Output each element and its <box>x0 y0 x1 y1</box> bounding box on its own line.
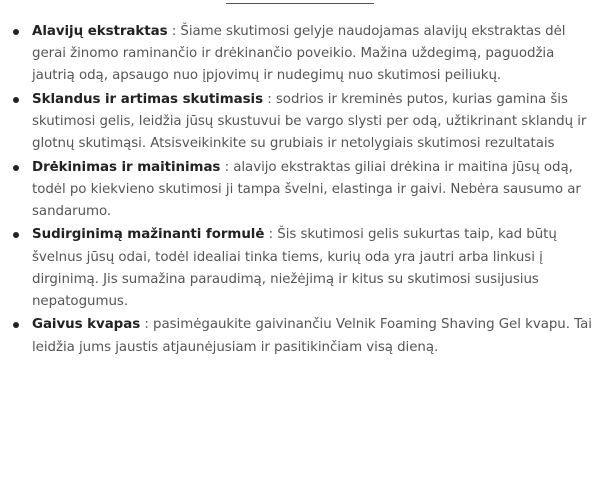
list-item <box>0 89 600 156</box>
list-item <box>0 157 600 224</box>
feature-description: : alavijo ekstraktas giliai drėkina ir maitina jūsų odą, todėl po kiekvieno skutimosi ji tampa švelni, elastinga ir gaivi. Nebėra sausumo ar sandarumo. <box>32 159 581 219</box>
feature-list <box>0 21 600 360</box>
feature-description: : Šiame skutimosi gelyje naudojamas alavijų ekstraktas dėl gerai žinomo raminančio ir drėkinančio poveikio. Mažina uždegimą, paguodžia jautrią odą, apsaugo nuo įpjovimų ir nudegimų nuo skutimosi peiliukų. <box>32 24 566 84</box>
top-divider <box>226 3 374 4</box>
bullet-icon <box>13 232 19 238</box>
bullet-icon <box>13 165 19 171</box>
list-item <box>0 21 600 88</box>
feature-description: : Šis skutimosi gelis sukurtas taip, kad būtų švelnus jūsų odai, todėl idealiai tinka tiems, kurių oda yra jautri arba linkusi į dirginimą. Jis sumažina paraudimą, niežėjimą ir kitus su skutimosi susijusius nepatogumus. <box>32 227 557 309</box>
bullet-icon <box>13 97 19 103</box>
feature-description: : pasimėgaukite gaivinančiu Velnik Foaming Shaving Gel kvapu. Tai leidžia jums jaustis atjaunėjusiam ir pasitikinčiam visą dieną. <box>32 317 592 355</box>
list-item <box>0 314 600 358</box>
list-item <box>0 224 600 313</box>
feature-title: Sklandus ir artimas skutimasis <box>32 91 263 107</box>
feature-title: Drėkinimas ir maitinimas <box>32 159 221 175</box>
feature-title: Alavijų ekstraktas <box>32 24 168 39</box>
bullet-icon <box>13 322 19 328</box>
feature-title: Sudirginimą mažinanti formulė <box>32 227 265 243</box>
feature-title: Gaivus kvapas <box>32 317 141 333</box>
feature-description: : sodrios ir kreminės putos, kurias gamina šis skutimosi gelis, leidžia jūsų skustuvui be vargo slysti per odą, užtikrinant sklandų ir glotnų skutimąsi. Atsisveikinkite su grubiais ir netolygiais skutimosi rezultatais <box>32 91 587 152</box>
bullet-icon <box>13 29 19 35</box>
